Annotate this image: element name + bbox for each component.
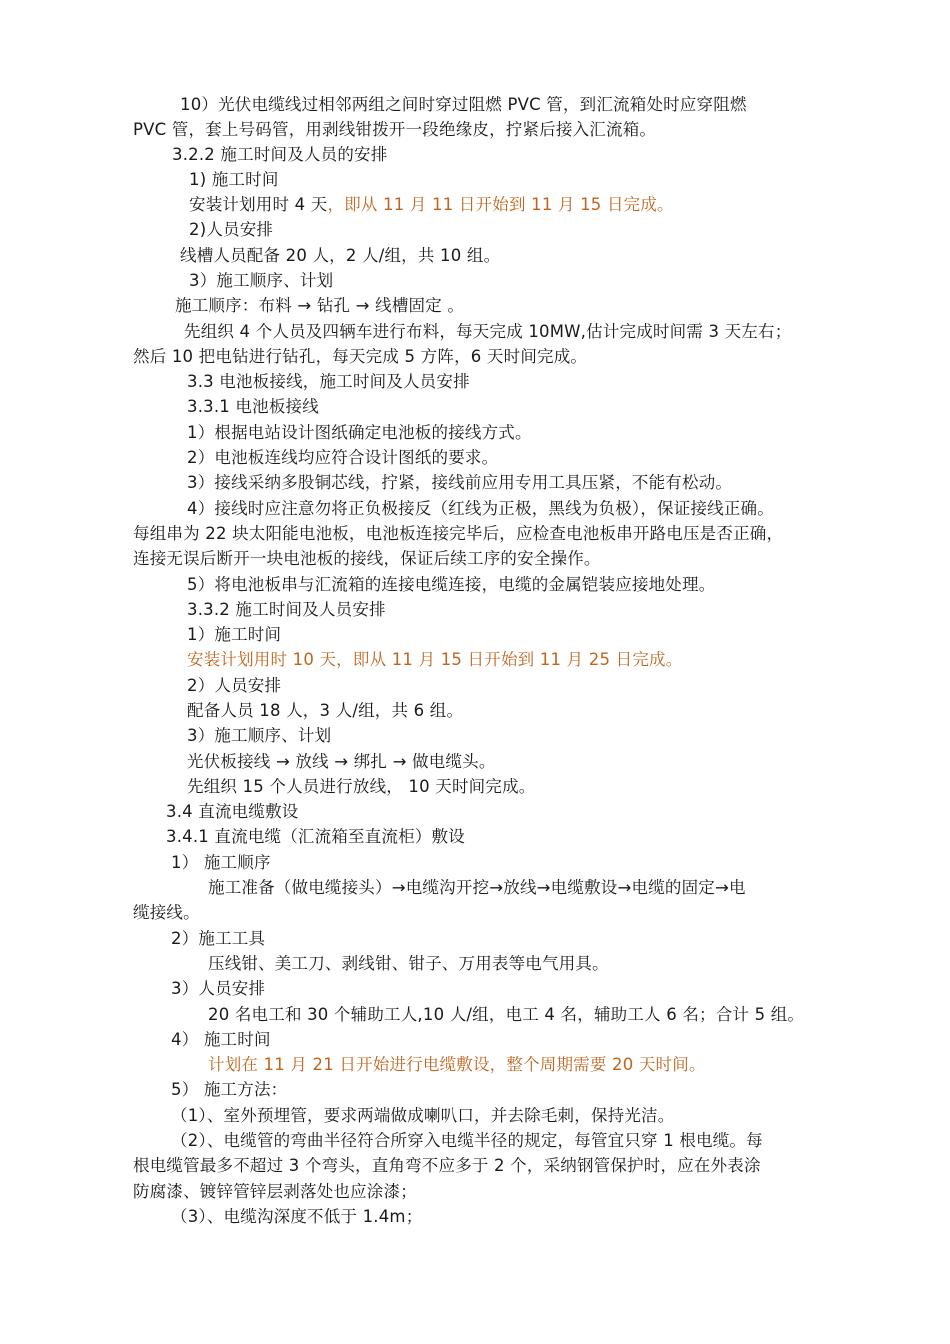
text-line: 3）施工顺序、计划: [189, 271, 334, 290]
text-line: 2）人员安排: [187, 676, 282, 695]
text-line: 施工准备（做电缆接头）→电缆沟开挖→放线→电缆敷设→电缆的固定→电: [208, 878, 746, 897]
text-line: 先组织 15 个人员进行放线， 10 天时间完成。: [187, 777, 536, 796]
text-line: 2）电池板连线均应符合设计图纸的要求。: [187, 448, 499, 467]
highlighted-text: ，即从 11 月 11 日开始到 11 月 15 日完成。: [327, 195, 674, 214]
text-line: [187, 649, 682, 671]
text-line: 根电缆管最多不超过 3 个弯头，直角弯不应多于 2 个，采纳钢管保护时，应在外表涂: [133, 1156, 761, 1175]
section-heading: 3.4.1 直流电缆（汇流箱至直流柜）敷设: [166, 827, 465, 846]
text-line: 先组织 4 个人员及四辆车进行布料，每天完成 10MW,估计完成时间需 3 天左右；: [184, 322, 792, 341]
text-line: 然后 10 把电钻进行钻孔，每天完成 5 方阵，6 天时间完成。: [133, 347, 588, 366]
text-line: 配备人员 18 人，3 人/组，共 6 组。: [187, 701, 464, 720]
text-line: 每组串为 22 块太阳能电池板，电池板连接完毕后，应检查电池板串开路电压是否正确，: [133, 524, 784, 543]
section-heading: 3.4 直流电缆敷设: [166, 802, 299, 821]
text-line: 3）接线采纳多股铜芯线，拧紧，接线前应用专用工具压紧，不能有松动。: [187, 473, 733, 492]
text-line: 2)人员安排: [189, 220, 274, 239]
text-line: 4） 施工时间: [171, 1030, 271, 1049]
text-line: 1） 施工顺序: [171, 853, 271, 872]
text-line: 5）将电池板串与汇流箱的连接电缆连接，电缆的金属铠装应接地处理。: [187, 575, 716, 594]
text-line: 1) 施工时间: [189, 170, 279, 189]
text-line: 安装计划用时 4 天，即从 11 月 11 日开始到 11 月 15 日完成。: [189, 195, 674, 214]
text-line: 1）施工时间: [187, 625, 282, 644]
text-line: 光伏板接线 → 放线 → 绑扎 → 做电缆头。: [187, 752, 496, 771]
text-line: PVC 管，套上号码管，用剥线钳拨开一段绝缘皮，拧紧后接入汇流箱。: [133, 120, 657, 139]
text-line: 10）光伏电缆线过相邻两组之间时穿过阻燃 PVC 管，到汇流箱处时应穿阻燃: [180, 95, 747, 114]
text-line: （1）、室外预埋管，要求两端做成喇叭口，并去除毛刺，保持光洁。: [171, 1106, 675, 1125]
text-line: 5） 施工方法：: [171, 1080, 288, 1099]
highlighted-text: 计划在 11 月 21 日开始进行电缆敷设，整个周期需要 20 天时间。: [208, 1055, 706, 1074]
text-line: 20 名电工和 30 个辅助工人,10 人/组，电工 4 名，辅助工人 6 名；合计 5 组。: [208, 1005, 805, 1024]
text-line: 压线钳、美工刀、剥线钳、钳子、万用表等电气用具。: [208, 954, 609, 973]
text-line: 线槽人员配备 20 人，2 人/组，共 10 组。: [180, 246, 501, 265]
section-heading: 3.3 电池板接线，施工时间及人员安排: [187, 372, 470, 391]
text-line: 施工顺序：布料 → 钻孔 → 线槽固定 。: [175, 296, 465, 315]
text-line: 4）接线时应注意勿将正负极接反（红线为正极，黑线为负极），保证接线正确。: [187, 499, 774, 518]
text-line: （2）、电缆管的弯曲半径符合所穿入电缆半径的规定，每管宜只穿 1 根电缆。每: [171, 1131, 763, 1150]
text-line: 缆接线。: [133, 903, 200, 922]
text-line: 3）人员安排: [171, 979, 266, 998]
text-line: 连接无误后断开一块电池板的接线，保证后续工序的安全操作。: [133, 549, 601, 568]
text-line: 1）根据电站设计图纸确定电池板的接线方式。: [187, 423, 532, 442]
text-line: 2）施工工具: [171, 929, 266, 948]
section-heading: 3.3.2 施工时间及人员安排: [187, 600, 386, 619]
text-line: 防腐漆、镀锌管锌层剥落处也应涂漆；: [133, 1182, 417, 1201]
text-line: [208, 1054, 706, 1076]
highlighted-text: 安装计划用时 10 天，即从 11 月 15 日开始到 11 月 25 日完成。: [187, 650, 683, 669]
text-line: 3）施工顺序、计划: [187, 726, 332, 745]
text-line: （3）、电缆沟深度不低于 1.4m；: [171, 1207, 423, 1226]
section-heading: 3.3.1 电池板接线: [187, 397, 319, 416]
section-heading: 3.2.2 施工时间及人员的安排: [172, 145, 388, 164]
